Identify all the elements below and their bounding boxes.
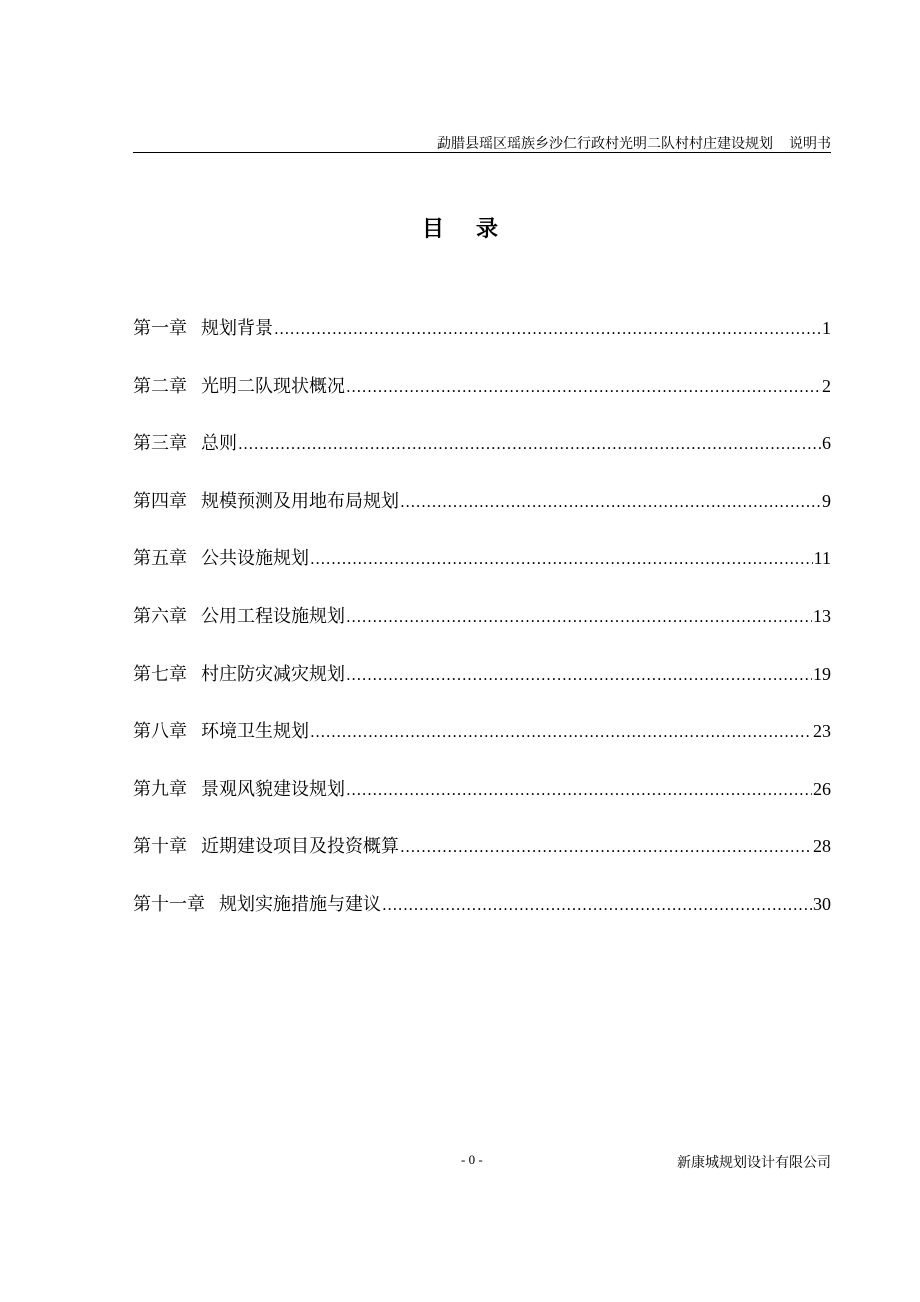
toc-entry[interactable] xyxy=(133,775,831,833)
toc-page-number: 11 xyxy=(813,548,831,569)
toc-chapter-title: 村庄防灾减灾规划 xyxy=(201,663,345,685)
toc-chapter-title: 规模预测及用地布局规划 xyxy=(201,490,399,512)
toc-leader-dots xyxy=(346,666,812,684)
toc-chapter-number: 第五章 xyxy=(133,548,187,570)
toc-entry[interactable] xyxy=(133,832,831,890)
toc-chapter-number: 第十章 xyxy=(133,836,187,858)
toc-entry[interactable] xyxy=(133,602,831,660)
toc-chapter-title: 公共设施规划 xyxy=(201,548,309,570)
running-header xyxy=(133,132,831,153)
toc-entry[interactable] xyxy=(133,544,831,602)
toc-entry[interactable] xyxy=(133,717,831,775)
toc-chapter-title: 规划背景 xyxy=(201,318,273,339)
toc-entry[interactable] xyxy=(133,314,831,372)
toc-leader-dots xyxy=(346,608,812,626)
toc-page-number: 19 xyxy=(813,663,831,684)
toc-chapter-number: 第七章 xyxy=(133,663,187,685)
toc-page-number: 1 xyxy=(822,318,831,338)
toc-page-number: 13 xyxy=(813,605,831,626)
header-document-type: 说明书 xyxy=(789,136,831,152)
toc-chapter-title: 光明二队现状概况 xyxy=(201,375,345,397)
page-title: 目录 xyxy=(421,217,530,242)
toc-leader-dots xyxy=(400,838,812,856)
toc-chapter-title: 近期建设项目及投资概算 xyxy=(201,836,399,858)
toc-chapter-title: 环境卫生规划 xyxy=(201,721,309,743)
toc-chapter-number: 第八章 xyxy=(133,721,187,743)
toc-chapter-number: 第四章 xyxy=(133,490,187,512)
toc-entry[interactable] xyxy=(133,487,831,545)
toc-page-number: 28 xyxy=(813,836,831,857)
toc-chapter-title: 公用工程设施规划 xyxy=(201,605,345,627)
toc-entry[interactable] xyxy=(133,890,831,948)
toc-chapter-number: 第三章 xyxy=(133,433,187,455)
toc-leader-dots xyxy=(346,781,812,799)
toc-leader-dots xyxy=(382,896,812,914)
toc-chapter-title: 总则 xyxy=(201,433,237,455)
toc-leader-dots xyxy=(310,723,812,741)
toc-chapter-number: 第二章 xyxy=(133,375,187,397)
footer-company-name: 新康城规划设计有限公司 xyxy=(677,1155,831,1171)
toc-page-number: 2 xyxy=(822,375,831,396)
toc-chapter-number: 第九章 xyxy=(133,778,187,800)
toc-page-number: 30 xyxy=(813,893,831,914)
toc-page-number: 26 xyxy=(813,778,831,799)
toc-leader-dots xyxy=(274,320,821,338)
toc-page-number: 23 xyxy=(813,721,831,742)
toc-leader-dots xyxy=(400,493,821,511)
toc-chapter-number: 第六章 xyxy=(133,605,187,627)
header-title xyxy=(437,133,831,153)
toc-page-number: 9 xyxy=(822,490,831,511)
toc-entry[interactable] xyxy=(133,372,831,430)
toc-chapter-title: 景观风貌建设规划 xyxy=(201,778,345,800)
toc-leader-dots xyxy=(238,435,821,453)
toc-entry[interactable] xyxy=(133,429,831,487)
toc-chapter-number: 第十一章 xyxy=(133,893,205,915)
toc-page-number: 6 xyxy=(822,433,831,454)
toc-leader-dots xyxy=(346,378,821,396)
toc-chapter-title: 规划实施措施与建议 xyxy=(219,893,381,915)
table-of-contents xyxy=(133,314,831,948)
footer-page-number: - 0 - xyxy=(461,1152,483,1167)
header-document-name: 勐腊县瑶区瑶族乡沙仁行政村光明二队村村庄建设规划 xyxy=(437,136,773,152)
toc-entry[interactable] xyxy=(133,660,831,718)
toc-leader-dots xyxy=(310,550,813,568)
toc-chapter-number: 第一章 xyxy=(133,318,187,339)
